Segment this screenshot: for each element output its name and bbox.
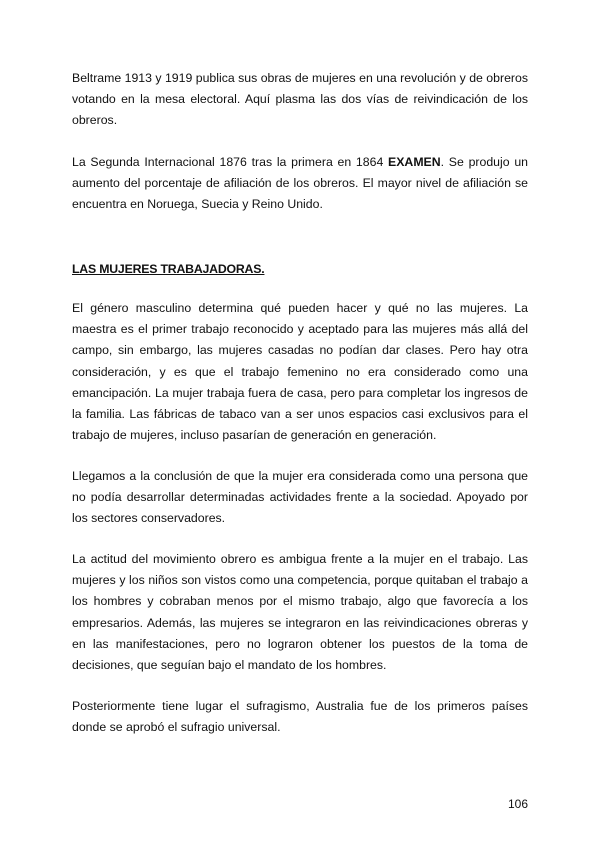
paragraph-segunda-internacional-end: . Se produjo un aumento del porcentaje de afiliación de los obreros. El mayor nivel de afiliación se encuentra en Noruega, Suecia y Reino Unido. — [72, 155, 528, 212]
paragraph-segunda-internacional-start: La Segunda Internacional 1876 tras la primera en 1864 — [72, 155, 389, 169]
paragraph-beltrame: Beltrame 1913 y 1919 publica sus obras de mujeres en una revolución y de obreros votando en la mesa electoral. Aquí plasma las dos vías de reivindicación de los obreros. — [72, 71, 528, 128]
paragraph-movimiento-obrero: La actitud del movimiento obrero es ambigua frente a la mujer en el trabajo. Las mujeres y los niños son vistos como una competencia, porque quitaban el trabajo a los hombres y cobraban menos por el mismo trabajo, algo que favorecía a los empresarios. Además, las mujeres se integraron en las reivindicaciones obreras y en las manifestaciones, pero no lograron obtener los puestos de la toma de decisiones, que seguían bajo el mandato de los hombres. — [72, 552, 528, 673]
examen-highlight: EXAMEN — [388, 155, 441, 169]
section-heading: LAS MUJERES TRABAJADORAS. — [72, 262, 265, 276]
paragraph-sufragismo: Posteriormente tiene lugar el sufragismo, Australia fue de los primeros países donde se aprobó el sufragio universal. — [72, 699, 528, 735]
page-number: 106 — [507, 797, 528, 811]
paragraph-conclusion: Llegamos a la conclusión de que la mujer era considerada como una persona que no podía desarrollar determinadas actividades frente a la sociedad. Apoyado por los sectores conservadores. — [72, 469, 528, 526]
paragraph-segunda-internacional — [72, 152, 528, 216]
paragraph-genero-masculino: El género masculino determina qué pueden hacer y qué no las mujeres. La maestra es el primer trabajo reconocido y aceptado para las mujeres más allá del campo, sin embargo, las mujeres casadas no podían dar clases. Pero hay otra consideración, y es que el trabajo femenino no era considerado como una emancipación. La mujer trabaja fuera de casa, pero para completar los ingresos de la familia. Las fábricas de tabaco van a ser unos espacios casi exclusivos para el trabajo de mujeres, incluso pasarían de generación en generación. — [72, 301, 528, 443]
